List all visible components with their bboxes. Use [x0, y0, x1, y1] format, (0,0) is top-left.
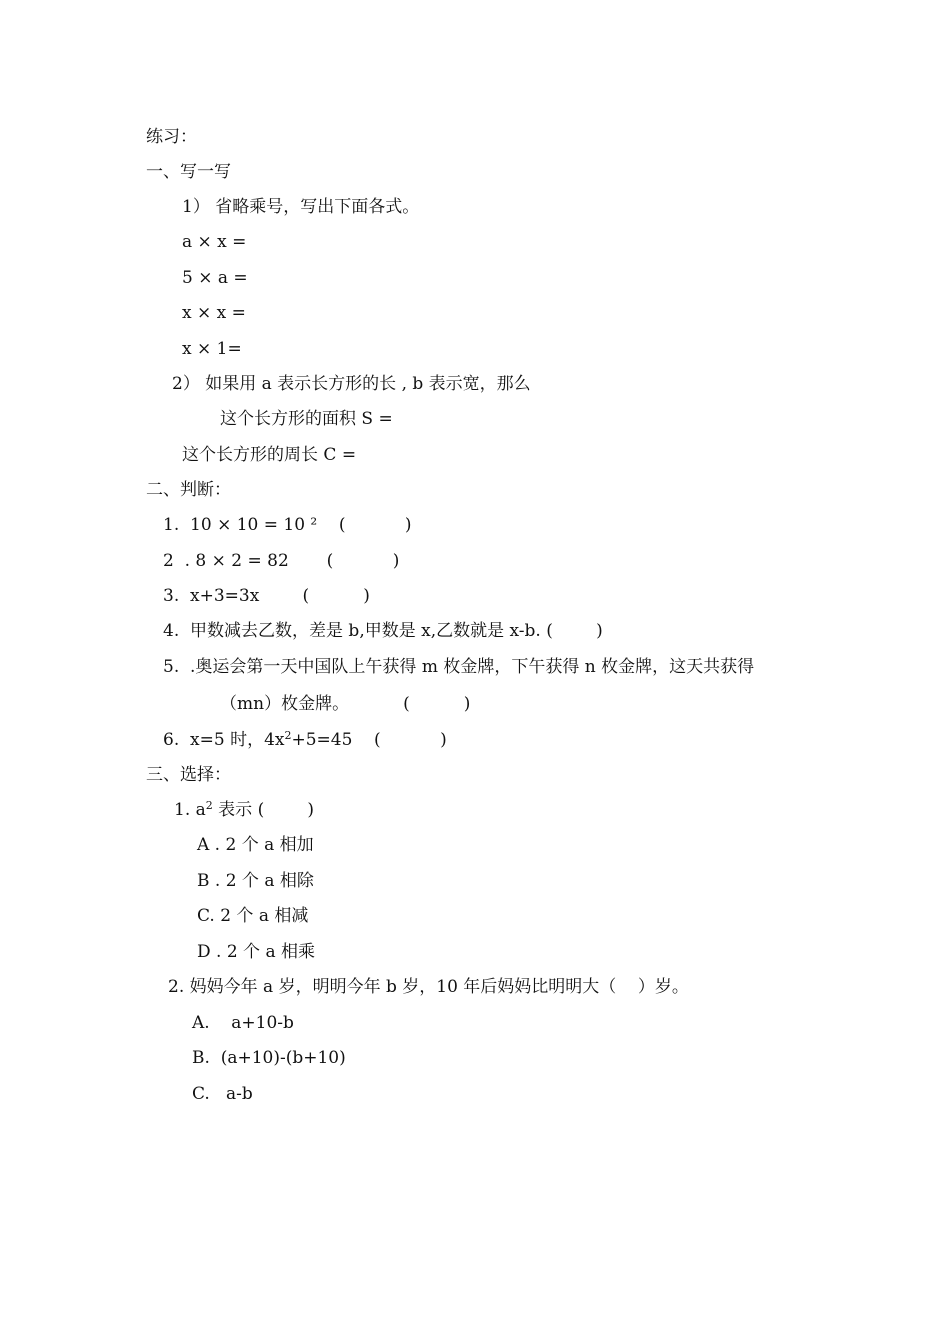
- s1-expression: 5 × a =: [182, 268, 248, 288]
- s1-area-line: 这个长方形的面积 S =: [220, 409, 393, 429]
- section-3-heading: 三、选择：: [146, 765, 231, 785]
- s1-perimeter-line: 这个长方形的周长 C =: [182, 445, 357, 465]
- s1-question-2: 2） 如果用 a 表示长方形的长 , b 表示宽，那么: [172, 374, 531, 394]
- choice-option-c: C. a-b: [192, 1084, 253, 1104]
- s1-expression: a × x =: [182, 232, 247, 252]
- judge-item-1: 1. 10 × 10 = 10 ² ( ): [163, 515, 412, 535]
- choice-option-b: B. (a+10)-(b+10): [192, 1048, 346, 1068]
- s1-expression: x × 1=: [182, 339, 242, 359]
- exercise-title: 练习：: [146, 127, 197, 147]
- judge-item-4: 4. 甲数减去乙数，差是 b,甲数是 x,乙数就是 x-b. ( ): [163, 621, 603, 641]
- choice-option-c: C. 2 个 a 相减: [197, 906, 309, 926]
- choice-option-a: A . 2 个 a 相加: [197, 835, 314, 855]
- judge-item-3: 3. x+3=3x ( ): [163, 586, 370, 606]
- section-2-heading: 二、判断：: [146, 480, 231, 500]
- choice-option-a: A. a+10-b: [192, 1013, 294, 1033]
- judge-item-2: 2 . 8 × 2 = 82 ( ): [163, 551, 400, 571]
- choice-question-2: 2. 妈妈今年 a 岁，明明今年 b 岁，10 年后妈妈比明明大（ ）岁。: [168, 977, 689, 997]
- judge-item-5-line-1: 5. .奥运会第一天中国队上午获得 m 枚金牌，下午获得 n 枚金牌，这天共获得: [163, 657, 755, 677]
- choice-question-1: 1. $a^2$ 表示 ( ): [174, 799, 315, 820]
- judge-item-6: 6. x=5 时，$4x^2+5=45$ ( ): [163, 729, 447, 750]
- s1-expression: x × x =: [182, 303, 246, 323]
- s1-question-1: 1） 省略乘号，写出下面各式。: [182, 197, 420, 217]
- judge-item-5-line-2: （mn）枚金牌。 ( ): [220, 694, 471, 714]
- section-1-heading: 一、写一写: [146, 162, 231, 182]
- choice-option-b: B . 2 个 a 相除: [197, 871, 314, 891]
- choice-option-d: D . 2 个 a 相乘: [197, 942, 316, 962]
